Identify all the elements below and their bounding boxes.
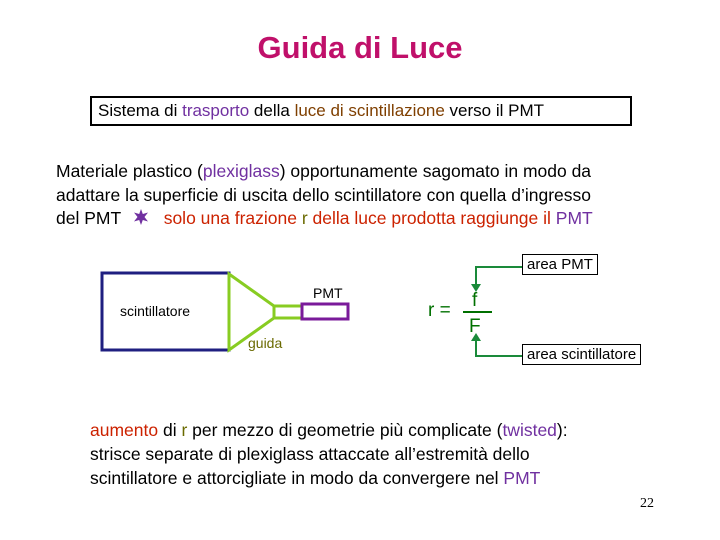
subtitle-box [90, 96, 632, 126]
intro-line [56, 160, 696, 184]
bottom-text: per mezzo di geometrie più complicate ( [187, 420, 503, 440]
guide-label: guida [248, 335, 283, 351]
intro-text: Materiale plastico ( [56, 161, 203, 181]
area-scintillator-label: area scintillatore [522, 344, 641, 365]
bottom-text: twisted [502, 420, 557, 440]
bottom-text: aumento [90, 420, 159, 440]
bottom-paragraph [90, 418, 690, 490]
light-guide-diagram [0, 240, 720, 390]
intro-text: del PMT [56, 208, 126, 228]
intro-text: solo una frazione [163, 208, 302, 228]
bottom-text: r [181, 420, 188, 440]
subtitle-part: luce di scintillazione [294, 101, 445, 120]
pmt-block [302, 304, 348, 319]
intro-paragraph [56, 160, 696, 231]
area-pmt-label: area PMT [522, 254, 598, 275]
subtitle-part: Sistema di [98, 101, 183, 120]
intro-text: r [301, 208, 308, 228]
bottom-line [90, 466, 690, 490]
arrow-to-area-pmt [476, 267, 527, 286]
subtitle-part: trasporto [182, 101, 250, 120]
page-number: 22 [640, 496, 654, 511]
pmt-label: PMT [313, 285, 343, 301]
subtitle-part: verso il PMT [444, 101, 544, 120]
formula-denominator: F [469, 316, 481, 337]
intro-text: della luce prodotta raggiunge il [307, 208, 556, 228]
slide-title: Guida di Luce [257, 30, 463, 65]
intro-line: adattare la superficie di uscita dello scintillatore con quella d’ingresso [56, 184, 592, 205]
bottom-text: scintillatore e attorcigliate in modo da convergere nel [90, 468, 504, 488]
subtitle-part: della [249, 101, 295, 120]
intro-text: ) opportunamente sagomato in modo da [279, 161, 592, 181]
bottom-text: PMT [503, 468, 541, 488]
formula-r: r = [428, 300, 451, 321]
bottom-text: ): [556, 420, 568, 440]
bottom-text: di [158, 420, 182, 440]
scintillator-label: scintillatore [120, 303, 191, 319]
formula-numerator: f [472, 290, 478, 311]
bottom-line [90, 418, 690, 442]
intro-text: plexiglass [202, 161, 280, 181]
intro-text: PMT [555, 208, 593, 228]
bullet-star-icon [132, 209, 150, 225]
bottom-line: strisce separate di plexiglass attaccate all’estremità dello [90, 444, 530, 464]
intro-line [56, 207, 696, 231]
arrow-to-area-scintillator [476, 339, 527, 356]
